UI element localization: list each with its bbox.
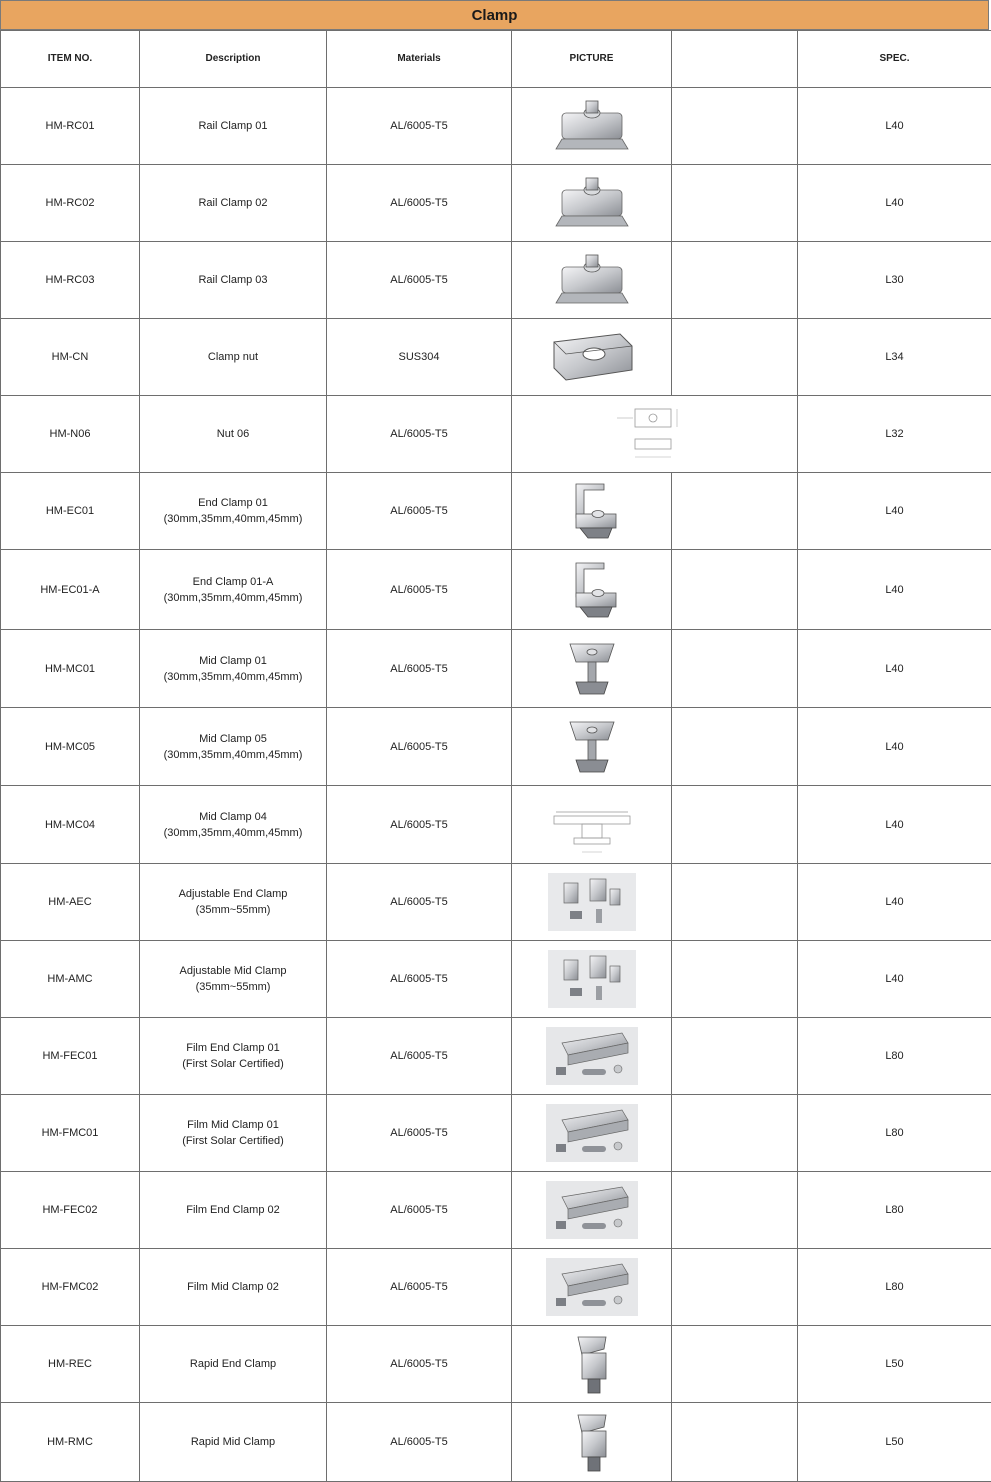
material-cell: AL/6005-T5 [327, 630, 512, 708]
picture-cell [512, 1403, 672, 1482]
picture-cell [512, 242, 672, 319]
item-no-cell: HM-FEC01 [1, 1018, 140, 1095]
material-cell: AL/6005-T5 [327, 473, 512, 550]
material-cell: AL/6005-T5 [327, 1326, 512, 1403]
spec-cell: L80 [798, 1018, 991, 1095]
extra-cell [672, 708, 798, 786]
item-no-cell: HM-FEC02 [1, 1172, 140, 1249]
description-cell [140, 708, 327, 786]
nut-drawing [514, 401, 795, 467]
description-subline: (35mm~55mm) [195, 904, 271, 916]
item-no-cell: HM-RC03 [1, 242, 140, 319]
picture-cell [512, 1249, 672, 1326]
description-line: Rail Clamp 03 [198, 274, 268, 286]
description-line: Mid Clamp 01 [199, 654, 267, 667]
mid-clamp-drawing [514, 792, 669, 858]
description-line: Film End Clamp 01 [186, 1042, 280, 1054]
spec-cell: L40 [798, 864, 991, 941]
description-line: Film Mid Clamp 01 [187, 1119, 279, 1131]
table-row [1, 1403, 991, 1482]
rail-clamp-photo [514, 247, 669, 313]
description-cell [140, 1018, 327, 1095]
material-cell: AL/6005-T5 [327, 550, 512, 630]
spec-cell: L80 [798, 1249, 991, 1326]
description-subline: (First Solar Certified) [182, 1135, 284, 1147]
table-row [1, 1326, 991, 1403]
table-row [1, 165, 991, 242]
table-row [1, 1172, 991, 1249]
header-picture: PICTURE [512, 31, 672, 88]
description-cell [140, 88, 327, 165]
description-line: End Clamp 01-A [192, 575, 274, 588]
description-cell [140, 242, 327, 319]
film-clamp-photo [514, 1100, 669, 1166]
extra-cell [672, 550, 798, 630]
spec-cell: L30 [798, 242, 991, 319]
material-cell: AL/6005-T5 [327, 786, 512, 864]
table-row [1, 786, 991, 864]
spec-cell: L40 [798, 786, 991, 864]
header-item-no: ITEM NO. [1, 31, 140, 88]
picture-cell [512, 473, 672, 550]
item-no-cell: HM-FMC02 [1, 1249, 140, 1326]
spec-cell: L32 [798, 396, 991, 473]
description-line: Film Mid Clamp 02 [187, 1281, 279, 1293]
film-clamp-photo [514, 1023, 669, 1089]
picture-cell [512, 708, 672, 786]
item-no-cell: HM-RC01 [1, 88, 140, 165]
description-cell [140, 1095, 327, 1172]
item-no-cell: HM-MC01 [1, 630, 140, 708]
description-line: Film End Clamp 02 [186, 1204, 280, 1216]
material-cell: AL/6005-T5 [327, 708, 512, 786]
table-row [1, 1095, 991, 1172]
extra-cell [672, 88, 798, 165]
spec-cell: L34 [798, 319, 991, 396]
description-cell [140, 550, 327, 630]
item-no-cell: HM-FMC01 [1, 1095, 140, 1172]
material-cell: AL/6005-T5 [327, 1018, 512, 1095]
description-line: Clamp nut [207, 351, 259, 363]
description-cell [140, 1249, 327, 1326]
picture-cell [512, 786, 672, 864]
material-cell: AL/6005-T5 [327, 1095, 512, 1172]
end-clamp-photo [514, 478, 669, 544]
table-row [1, 708, 991, 786]
description-line: Adjustable Mid Clamp [179, 965, 287, 977]
description-subline: (30mm,35mm,40mm,45mm) [163, 513, 303, 525]
description-cell [140, 941, 327, 1018]
clamp-table [0, 30, 991, 1482]
table-row [1, 1018, 991, 1095]
description-cell [140, 630, 327, 708]
material-cell: AL/6005-T5 [327, 242, 512, 319]
description-line: Adjustable End Clamp [178, 888, 288, 900]
spec-cell: L80 [798, 1095, 991, 1172]
description-subline: (30mm,35mm,40mm,45mm) [163, 826, 303, 839]
item-no-cell: HM-AEC [1, 864, 140, 941]
description-line: Nut 06 [216, 428, 250, 440]
extra-cell [672, 1018, 798, 1095]
description-cell [140, 1172, 327, 1249]
rail-clamp-photo [514, 170, 669, 236]
table-row [1, 88, 991, 165]
mid-clamp-photo [514, 714, 669, 780]
extra-cell [672, 1326, 798, 1403]
description-subline: (35mm~55mm) [195, 981, 271, 993]
spec-cell: L80 [798, 1172, 991, 1249]
picture-cell [512, 1095, 672, 1172]
description-line: Rail Clamp 02 [198, 197, 268, 209]
spec-cell: L40 [798, 550, 991, 630]
description-line: Mid Clamp 05 [199, 732, 267, 745]
item-no-cell: HM-EC01-A [1, 550, 140, 630]
table-row [1, 941, 991, 1018]
material-cell: AL/6005-T5 [327, 941, 512, 1018]
description-cell [140, 165, 327, 242]
extra-cell [672, 1095, 798, 1172]
item-no-cell: HM-CN [1, 319, 140, 396]
material-cell: AL/6005-T5 [327, 1403, 512, 1482]
picture-cell [512, 319, 672, 396]
header-extra [672, 31, 798, 88]
picture-cell [512, 864, 672, 941]
description-cell [140, 396, 327, 473]
clamp-nut-photo [514, 324, 669, 390]
spec-cell: L40 [798, 473, 991, 550]
spec-cell: L40 [798, 630, 991, 708]
description-subline: (First Solar Certified) [182, 1058, 284, 1070]
rapid-clamp-photo [514, 1409, 669, 1475]
description-cell [140, 1326, 327, 1403]
clamp-kit-photo [514, 946, 669, 1012]
item-no-cell: HM-RMC [1, 1403, 140, 1482]
spec-cell: L50 [798, 1326, 991, 1403]
item-no-cell: HM-EC01 [1, 473, 140, 550]
description-line: End Clamp 01 [198, 497, 268, 509]
picture-cell [512, 1018, 672, 1095]
spec-cell: L40 [798, 88, 991, 165]
header-description: Description [140, 31, 327, 88]
picture-cell [512, 550, 672, 630]
extra-cell [672, 941, 798, 1018]
description-cell [140, 319, 327, 396]
table-row [1, 864, 991, 941]
extra-cell [672, 864, 798, 941]
item-no-cell: HM-N06 [1, 396, 140, 473]
material-cell: AL/6005-T5 [327, 396, 512, 473]
spec-cell: L40 [798, 708, 991, 786]
table-row [1, 319, 991, 396]
extra-cell [672, 473, 798, 550]
description-subline: (30mm,35mm,40mm,45mm) [163, 748, 303, 761]
item-no-cell: HM-RC02 [1, 165, 140, 242]
rapid-clamp-photo [514, 1331, 669, 1397]
material-cell: SUS304 [327, 319, 512, 396]
film-clamp-photo [514, 1254, 669, 1320]
table-row [1, 630, 991, 708]
material-cell: AL/6005-T5 [327, 1172, 512, 1249]
item-no-cell: HM-MC05 [1, 708, 140, 786]
picture-cell [512, 88, 672, 165]
picture-cell [512, 1326, 672, 1403]
film-clamp-photo [514, 1177, 669, 1243]
picture-cell [512, 630, 672, 708]
picture-cell [512, 941, 672, 1018]
material-cell: AL/6005-T5 [327, 165, 512, 242]
table-row [1, 396, 991, 473]
picture-cell [512, 396, 798, 473]
table-row [1, 473, 991, 550]
material-cell: AL/6005-T5 [327, 1249, 512, 1326]
description-line: Rapid End Clamp [189, 1358, 277, 1370]
header-row [1, 31, 991, 88]
end-clamp-photo [514, 557, 669, 623]
item-no-cell: HM-MC04 [1, 786, 140, 864]
table-row [1, 1249, 991, 1326]
extra-cell [672, 630, 798, 708]
spec-cell: L50 [798, 1403, 991, 1482]
material-cell: AL/6005-T5 [327, 88, 512, 165]
description-subline: (30mm,35mm,40mm,45mm) [163, 591, 303, 604]
extra-cell [672, 1403, 798, 1482]
table-title: Clamp [0, 0, 989, 30]
description-line: Rapid Mid Clamp [190, 1436, 276, 1448]
material-cell: AL/6005-T5 [327, 864, 512, 941]
item-no-cell: HM-REC [1, 1326, 140, 1403]
header-spec: SPEC. [798, 31, 991, 88]
extra-cell [672, 1249, 798, 1326]
description-cell [140, 473, 327, 550]
header-materials: Materials [327, 31, 512, 88]
extra-cell [672, 165, 798, 242]
picture-cell [512, 165, 672, 242]
mid-clamp-photo [514, 636, 669, 702]
extra-cell [672, 1172, 798, 1249]
spec-cell: L40 [798, 165, 991, 242]
item-no-cell: HM-AMC [1, 941, 140, 1018]
picture-cell [512, 1172, 672, 1249]
description-cell [140, 864, 327, 941]
extra-cell [672, 242, 798, 319]
extra-cell [672, 786, 798, 864]
description-cell [140, 1403, 327, 1482]
description-line: Mid Clamp 04 [199, 810, 267, 823]
description-line: Rail Clamp 01 [198, 120, 268, 132]
description-cell [140, 786, 327, 864]
rail-clamp-photo [514, 93, 669, 159]
table-row [1, 242, 991, 319]
description-subline: (30mm,35mm,40mm,45mm) [163, 670, 303, 683]
table-row [1, 550, 991, 630]
extra-cell [672, 319, 798, 396]
spec-cell: L40 [798, 941, 991, 1018]
clamp-kit-photo [514, 869, 669, 935]
